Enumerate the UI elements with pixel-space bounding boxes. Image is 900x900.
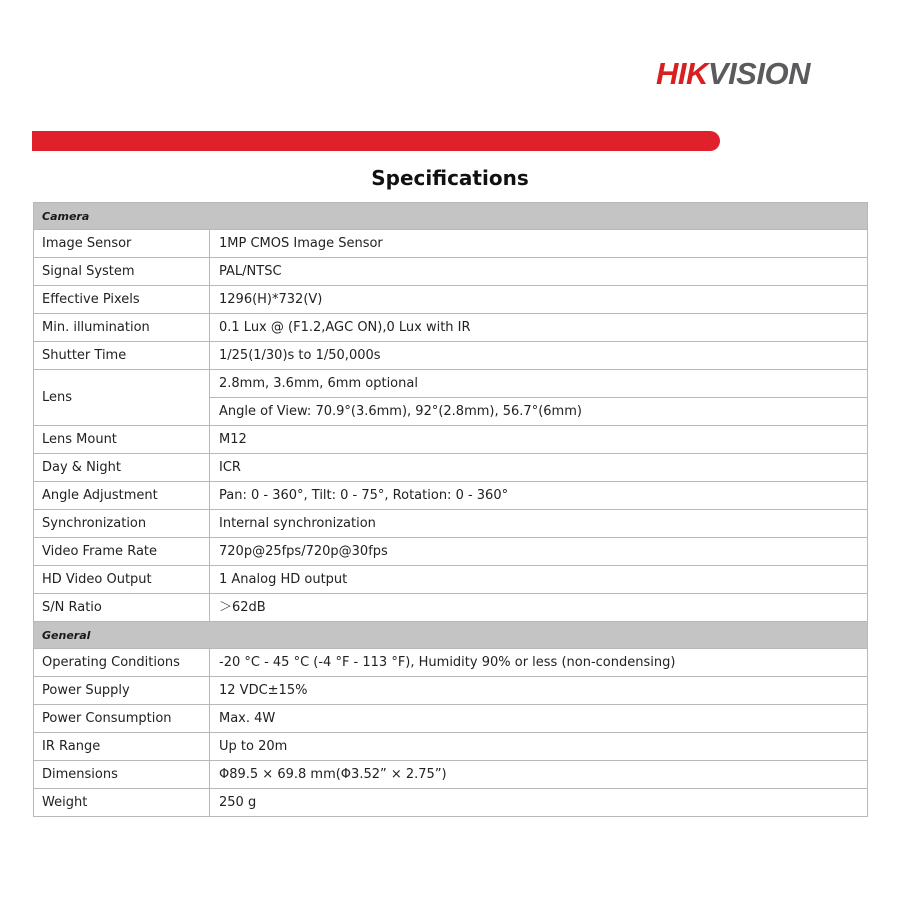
- spec-value: ＞62dB: [210, 594, 868, 622]
- spec-value: 1/25(1/30)s to 1/50,000s: [210, 342, 868, 370]
- spec-label: Lens Mount: [34, 426, 210, 454]
- spec-value: 250 g: [210, 789, 868, 817]
- spec-label: Day & Night: [34, 454, 210, 482]
- spec-label: Operating Conditions: [34, 649, 210, 677]
- spec-label: Dimensions: [34, 761, 210, 789]
- spec-label: Angle Adjustment: [34, 482, 210, 510]
- table-row: [34, 426, 868, 454]
- page-title: Specifications: [371, 166, 529, 190]
- table-row: [34, 370, 868, 398]
- spec-value: PAL/NTSC: [210, 258, 868, 286]
- spec-label: Power Supply: [34, 677, 210, 705]
- table-row: [34, 510, 868, 538]
- table-row: [34, 538, 868, 566]
- spec-value: Angle of View: 70.9°(3.6mm), 92°(2.8mm), 56.7°(6mm): [210, 398, 868, 426]
- spec-value: 720p@25fps/720p@30fps: [210, 538, 868, 566]
- spec-value: Up to 20m: [210, 733, 868, 761]
- spec-value: Φ89.5 × 69.8 mm(Φ3.52” × 2.75”): [210, 761, 868, 789]
- specifications-table: [33, 202, 868, 817]
- table-row: [34, 761, 868, 789]
- table-row: [34, 454, 868, 482]
- spec-label: Video Frame Rate: [34, 538, 210, 566]
- header-accent-bar: [32, 131, 720, 151]
- spec-value: 1MP CMOS Image Sensor: [210, 230, 868, 258]
- section-title: General: [34, 622, 868, 649]
- spec-label: Synchronization: [34, 510, 210, 538]
- table-row: [34, 705, 868, 733]
- spec-label: Lens: [34, 370, 210, 426]
- table-row: [34, 482, 868, 510]
- spec-value: 12 VDC±15%: [210, 677, 868, 705]
- table-row: [34, 594, 868, 622]
- specifications-table-body: [34, 203, 868, 817]
- section-title: Camera: [34, 203, 868, 230]
- spec-label: Effective Pixels: [34, 286, 210, 314]
- table-row: [34, 258, 868, 286]
- spec-value: 1 Analog HD output: [210, 566, 868, 594]
- table-row: [34, 677, 868, 705]
- table-row: [34, 649, 868, 677]
- logo-part-vision: VISION: [707, 56, 810, 91]
- spec-value: Pan: 0 - 360°, Tilt: 0 - 75°, Rotation: 0 - 360°: [210, 482, 868, 510]
- table-row: [34, 314, 868, 342]
- spec-label: HD Video Output: [34, 566, 210, 594]
- table-row: [34, 566, 868, 594]
- spec-label: Image Sensor: [34, 230, 210, 258]
- section-header: [34, 622, 868, 649]
- spec-label: Weight: [34, 789, 210, 817]
- spec-label: IR Range: [34, 733, 210, 761]
- table-row: [34, 789, 868, 817]
- spec-value: 2.8mm, 3.6mm, 6mm optional: [210, 370, 868, 398]
- logo-part-hik: HIK: [656, 56, 708, 91]
- spec-value: Max. 4W: [210, 705, 868, 733]
- spec-label: Power Consumption: [34, 705, 210, 733]
- spec-label: Min. illumination: [34, 314, 210, 342]
- spec-label: S/N Ratio: [34, 594, 210, 622]
- table-row: [34, 342, 868, 370]
- table-row: [34, 230, 868, 258]
- spec-label: Shutter Time: [34, 342, 210, 370]
- spec-value: Internal synchronization: [210, 510, 868, 538]
- section-header: [34, 203, 868, 230]
- spec-value: 0.1 Lux @ (F1.2,AGC ON),0 Lux with IR: [210, 314, 868, 342]
- spec-value: M12: [210, 426, 868, 454]
- spec-label: Signal System: [34, 258, 210, 286]
- spec-value: ICR: [210, 454, 868, 482]
- table-row: [34, 286, 868, 314]
- spec-value: 1296(H)*732(V): [210, 286, 868, 314]
- hikvision-logo: [656, 57, 810, 91]
- table-row: [34, 733, 868, 761]
- spec-value: -20 °C - 45 °C (-4 °F - 113 °F), Humidity 90% or less (non-condensing): [210, 649, 868, 677]
